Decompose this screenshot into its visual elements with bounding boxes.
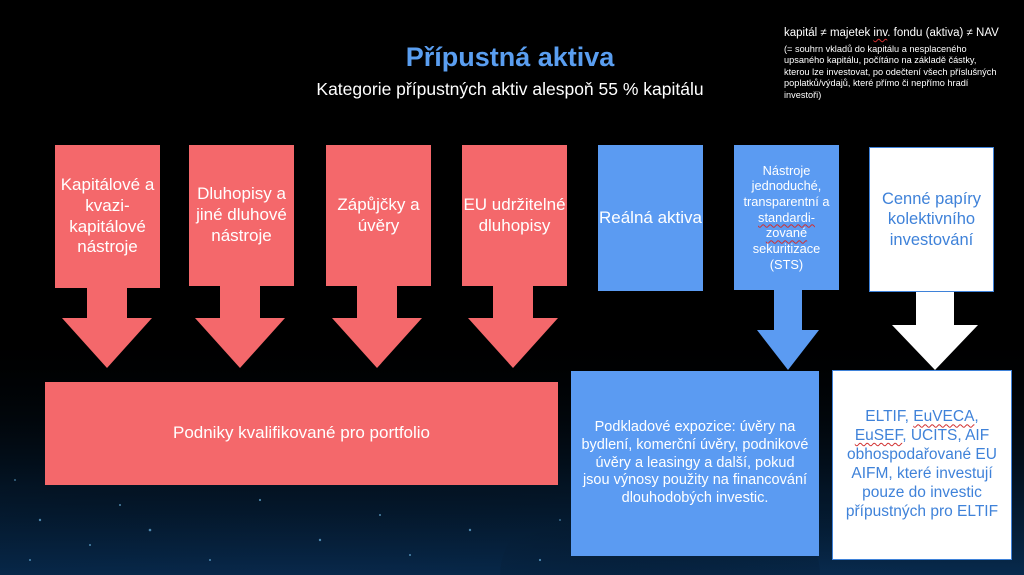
category-label: EU udržitelné dluhopisy (463, 194, 566, 235)
arrow-down-icon (62, 288, 152, 368)
capital-note-explanation: (= souhrn vkladů do kapitálu a nesplaceného upsaného kapitálu, počítáno na základě částky, kterou lze investovat, po odečtení všech příslušných poplatků/výdajů, které přímo či nepřímo hradí investoři) (784, 43, 997, 100)
qualifying-portfolio-undertakings (45, 382, 558, 485)
category-real-assets (598, 145, 703, 291)
category-label: Reálná aktiva (598, 207, 702, 227)
arrow-down-icon (892, 292, 978, 370)
capital-note-definition: kapitál ≠ majetek inv. fondu (aktiva) ≠ NAV (784, 27, 999, 39)
category-label: Kapitálové a kvazi-kapitálové nástroje (60, 175, 155, 257)
arrow-down-icon (195, 286, 285, 368)
category-sts-securitisation (734, 145, 839, 290)
category-eu-green-bonds (462, 145, 567, 286)
category-collective-investment (869, 147, 994, 292)
target-label: Podkladové expozice: úvěry na bydlení, komerční úvěry, podnikové úvěry a leasingy a další, pokud jsou výnosy použity na financování dlouhodobých investic. (581, 419, 809, 507)
capital-note (784, 27, 1004, 101)
category-equity-instruments (55, 145, 160, 288)
category-label: Zápůjčky a úvěry (337, 194, 420, 235)
category-loans (326, 145, 431, 286)
arrow-down-icon (332, 286, 422, 368)
arrow-down-icon (757, 290, 819, 370)
category-label: Dluhopisy a jiné dluhové nástroje (196, 184, 287, 245)
underlying-exposures (571, 371, 819, 556)
target-label: Podniky kvalifikované pro portfolio (172, 423, 431, 443)
category-label: Nástroje jednoduché, transparentní a standardi-zované sekuritizace (STS) (743, 162, 830, 272)
category-label: Cenné papíry kolektivního investování (881, 190, 982, 249)
arrow-down-icon (468, 286, 558, 368)
target-label: ELTIF, EuVECA, EuSEF, UCITS, AIF obhospodařované EU AIFM, které investují pouze do investic přípustných pro ELTIF (845, 408, 999, 520)
category-debt-instruments (189, 145, 294, 286)
slide-title: Přípustná aktiva (405, 42, 615, 72)
eligible-funds (832, 370, 1012, 560)
slide-subtitle: Kategorie přípustných aktiv alespoň 55 % kapitálu (316, 79, 704, 99)
